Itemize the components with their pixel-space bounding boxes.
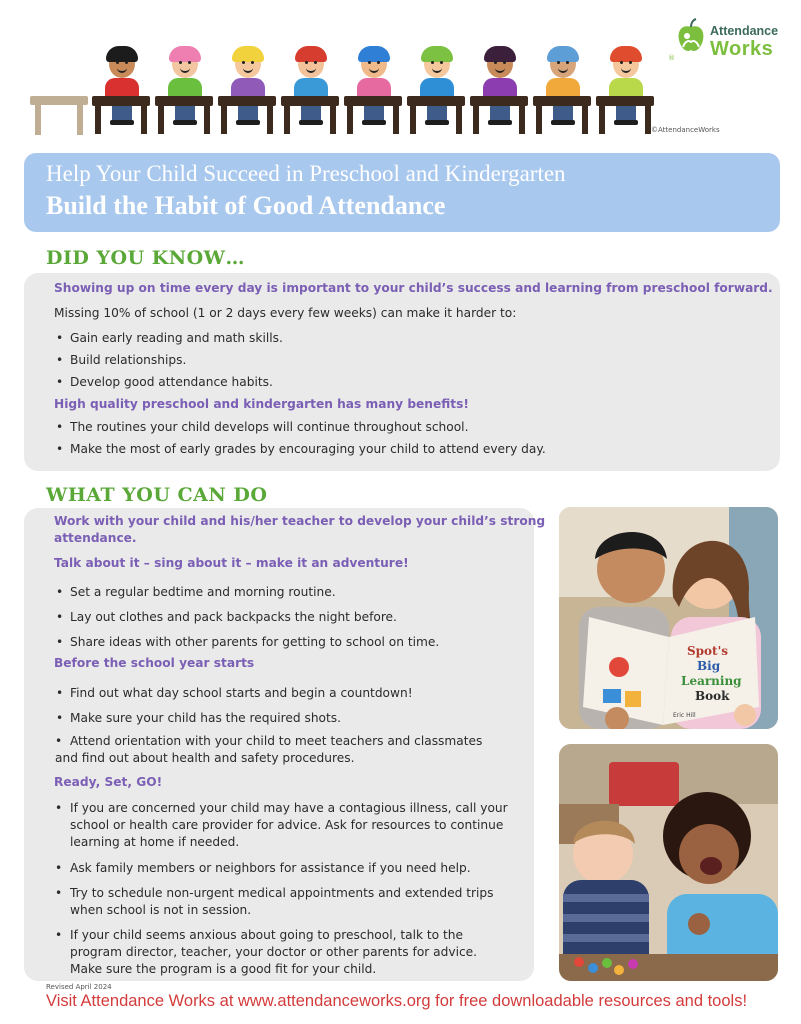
ready-heading: Ready, Set, GO! xyxy=(54,775,163,789)
kid-at-desk-icon xyxy=(596,50,654,136)
list-item: • Ask family members or neighbors for assistance if you need help. xyxy=(55,861,471,875)
talk-items-list xyxy=(55,580,439,655)
photo-kids-laughing xyxy=(559,744,778,981)
list-item-line: Make sure the program is a good fit for your child. xyxy=(70,962,377,976)
wycd-intro-line2: attendance. xyxy=(54,531,137,545)
orientation-line2: and find out about health and safety procedures. xyxy=(55,751,355,765)
list-item-line: Try to schedule non-urgent medical appointments and extended trips xyxy=(70,886,494,900)
list-item: • The routines your child develops will continue throughout school. xyxy=(55,416,546,438)
list-item: • If your child seems anxious about going to preschool, talk to the program director, teacher, your doctor or other parents for advice. Make sure the program is a good fit for your child. xyxy=(55,928,478,976)
photo-kids-reading xyxy=(559,507,778,729)
list-item: • Lay out clothes and pack backpacks the night before. xyxy=(55,605,439,630)
missing-school-text: Missing 10% of school (1 or 2 days every few weeks) can make it harder to: xyxy=(54,306,517,320)
page-title: Build the Habit of Good Attendance xyxy=(46,191,446,220)
book-author: Eric Hill xyxy=(673,712,696,719)
kid-at-desk-icon xyxy=(407,50,465,136)
list-item-line: when school is not in session. xyxy=(70,903,252,917)
logo-registered-mark: ® xyxy=(668,54,675,62)
attendance-works-logo xyxy=(668,16,788,66)
list-item: • If you are concerned your child may have a contagious illness, call your school or health care provider for advice. Ask for resources to continue learning at home if needed. xyxy=(55,801,508,849)
kid-at-desk-icon xyxy=(218,50,276,136)
kid-at-desk-icon xyxy=(470,50,528,136)
what-you-can-do-heading: WHAT YOU CAN DO xyxy=(46,484,268,506)
did-you-know-box xyxy=(24,273,780,471)
list-item-line: If your child seems anxious about going to preschool, talk to the xyxy=(70,928,464,942)
book-title-line1: Spot's xyxy=(687,644,729,658)
kid-at-desk-icon xyxy=(344,50,402,136)
list-item: • Find out what day school starts and begin a countdown! xyxy=(55,681,413,706)
list-item-line: program director, teacher, your doctor or other parents for advice. xyxy=(70,945,478,959)
logo-text-works: Works xyxy=(710,38,774,60)
kid-at-desk-icon xyxy=(155,50,213,136)
logo-text-attendance: Attendance xyxy=(710,24,779,38)
before-items-list xyxy=(55,681,413,731)
book-title-line2: Big xyxy=(697,659,721,673)
page-subtitle: Help Your Child Succeed in Preschool and Kindergarten xyxy=(46,161,566,186)
book-title-line4: Book xyxy=(695,689,730,703)
list-item-line: Ask family members or neighbors for assistance if you need help. xyxy=(70,861,471,875)
kid-at-desk-icon xyxy=(533,50,591,136)
kid-at-desk-icon xyxy=(281,50,339,136)
orientation-line1: • Attend orientation with your child to meet teachers and classmates xyxy=(55,734,483,748)
list-item: • Build relationships. xyxy=(55,349,283,371)
did-you-know-heading: DID YOU KNOW… xyxy=(46,247,246,269)
kids-banner xyxy=(30,44,660,140)
quality-items-list xyxy=(55,416,546,460)
list-item: • Make sure your child has the required shots. xyxy=(55,706,413,731)
list-item: • Develop good attendance habits. xyxy=(55,371,283,393)
missing-items-list xyxy=(55,327,283,393)
list-item-line: school or health care provider for advice. Ask for resources to continue xyxy=(70,818,504,832)
list-item: • Set a regular bedtime and morning routine. xyxy=(55,580,439,605)
kids-laughing-illustration xyxy=(559,744,778,981)
what-you-can-do-box xyxy=(24,508,546,981)
title-banner xyxy=(24,153,780,232)
kids-reading-illustration xyxy=(559,507,778,729)
apple-logo-icon xyxy=(676,18,706,54)
quality-heading: High quality preschool and kindergarten has many benefits! xyxy=(54,397,469,411)
list-item: • Share ideas with other parents for getting to school on time. xyxy=(55,630,439,655)
revised-date: Revised April 2024 xyxy=(46,983,112,991)
footer-link-text: Visit Attendance Works at www.attendanceworks.org for free downloadable resources and tools! xyxy=(46,992,748,1010)
list-item: • Try to schedule non-urgent medical appointments and extended trips when school is not in session. xyxy=(55,886,494,917)
kid-at-desk-icon xyxy=(92,50,150,136)
list-item: • Make the most of early grades by encouraging your child to attend every day. xyxy=(55,438,546,460)
banner-copyright: ©AttendanceWorks xyxy=(651,126,720,134)
did-you-know-intro: Showing up on time every day is important to your child’s success and learning from preschool forward. xyxy=(54,281,773,295)
book-title-line3: Learning xyxy=(681,674,742,688)
list-item: • Gain early reading and math skills. xyxy=(55,327,283,349)
before-heading: Before the school year starts xyxy=(54,656,255,670)
talk-heading: Talk about it – sing about it – make it an adventure! xyxy=(54,556,409,570)
list-item-line: If you are concerned your child may have a contagious illness, call your xyxy=(70,801,508,815)
empty-desk-icon xyxy=(30,96,88,136)
wycd-intro-line1: Work with your child and his/her teacher to develop your child’s strong xyxy=(54,514,546,528)
list-item-line: learning at home if needed. xyxy=(70,835,240,849)
